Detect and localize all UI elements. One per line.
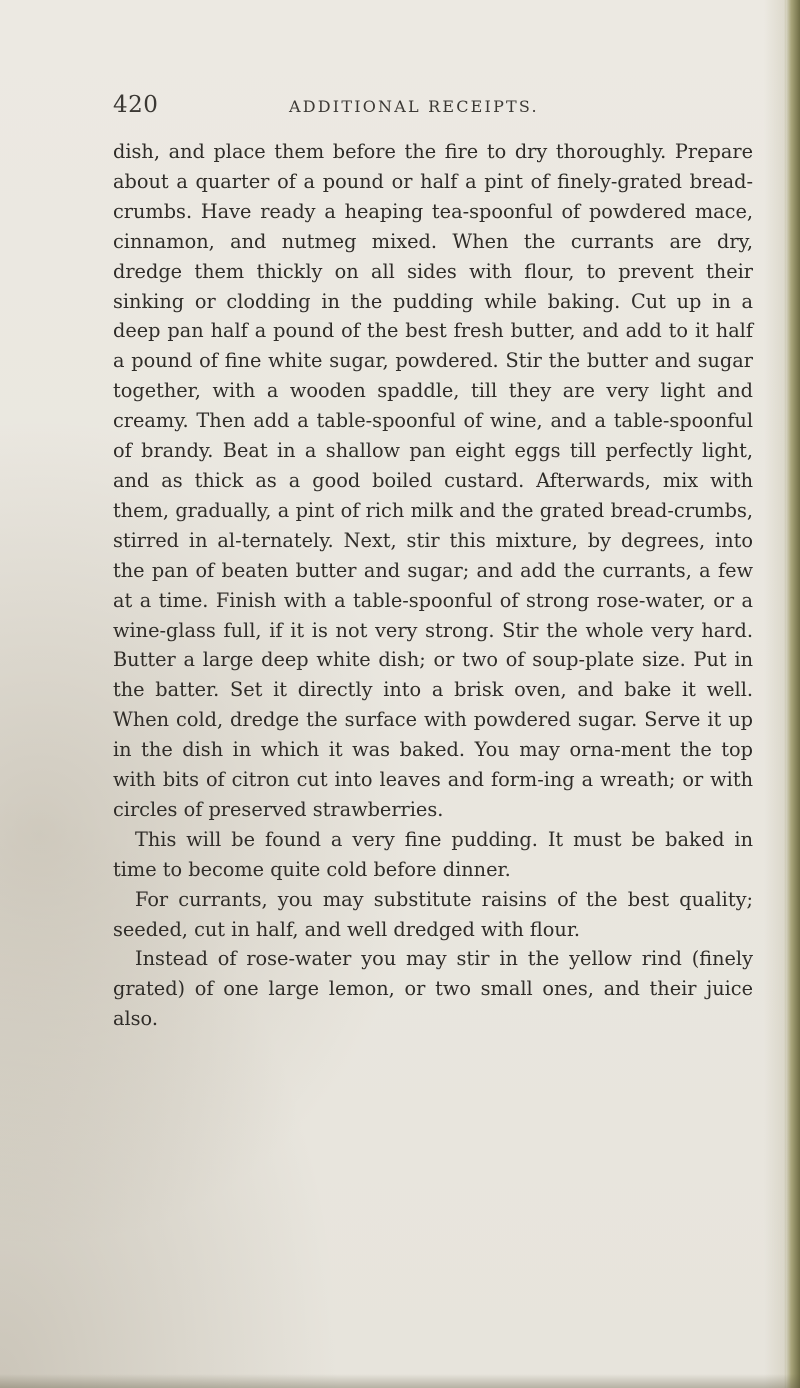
body-text <box>113 137 753 1034</box>
running-head: ADDITIONAL RECEIPTS. <box>289 97 539 116</box>
page-bottom-shadow <box>0 1374 800 1388</box>
paragraph-recipe-continuation: dish, and place them before the fire to dry thoroughly. Prepare about a quarter of a pound or half a pint of finely-grated bread-crumbs. Have ready a heaping tea-spoonful of powdered mace, cinnamon, and nutmeg mixed. When the currants are dry, dredge them thickly on all sides with flour, to prevent their sinking or clodding in the pudding while baking. Cut up in a deep pan half a pound of the best fresh butter, and add to it half a pound of fine white sugar, powdered. Stir the butter and sugar together, with a wooden spaddle, till they are very light and creamy. Then add a table-spoonful of wine, and a table-spoonful of brandy. Beat in a shallow pan eight eggs till perfectly light, and as thick as a good boiled custard. Afterwards, mix with them, gradually, a pint of rich milk and the grated bread-crumbs, stirred in al-ternately. Next, stir this mixture, by degrees, into the pan of beaten butter and sugar; and add the currants, a few at a time. Finish with a table-spoonful of strong rose-water, or a wine-glass full, if it is not very strong. Stir the whole very hard. Butter a large deep white dish; or two of soup-plate size. Put in the batter. Set it directly into a brisk oven, and bake it well. When cold, dredge the surface with powdered sugar. Serve it up in the dish in which it was baked. You may orna-ment the top with bits of citron cut into leaves and form-ing a wreath; or with circles of preserved strawberries. <box>113 140 753 821</box>
page-edge <box>784 0 800 1388</box>
page-number: 420 <box>113 92 159 118</box>
paragraph-note-currants: For currants, you may substitute raisins of the best quality; seeded, cut in half, and well dredged with flour. <box>113 887 753 941</box>
paragraph-note-pudding: This will be found a very fine pudding. It must be baked in time to become quite cold before dinner. <box>113 827 753 881</box>
page-header <box>113 92 753 122</box>
paragraph-note-rose-water: Instead of rose-water you may stir in the yellow rind (finely grated) of one large lemon, or two small ones, and their juice also. <box>113 947 753 1031</box>
page-edge-shading <box>764 0 786 1388</box>
